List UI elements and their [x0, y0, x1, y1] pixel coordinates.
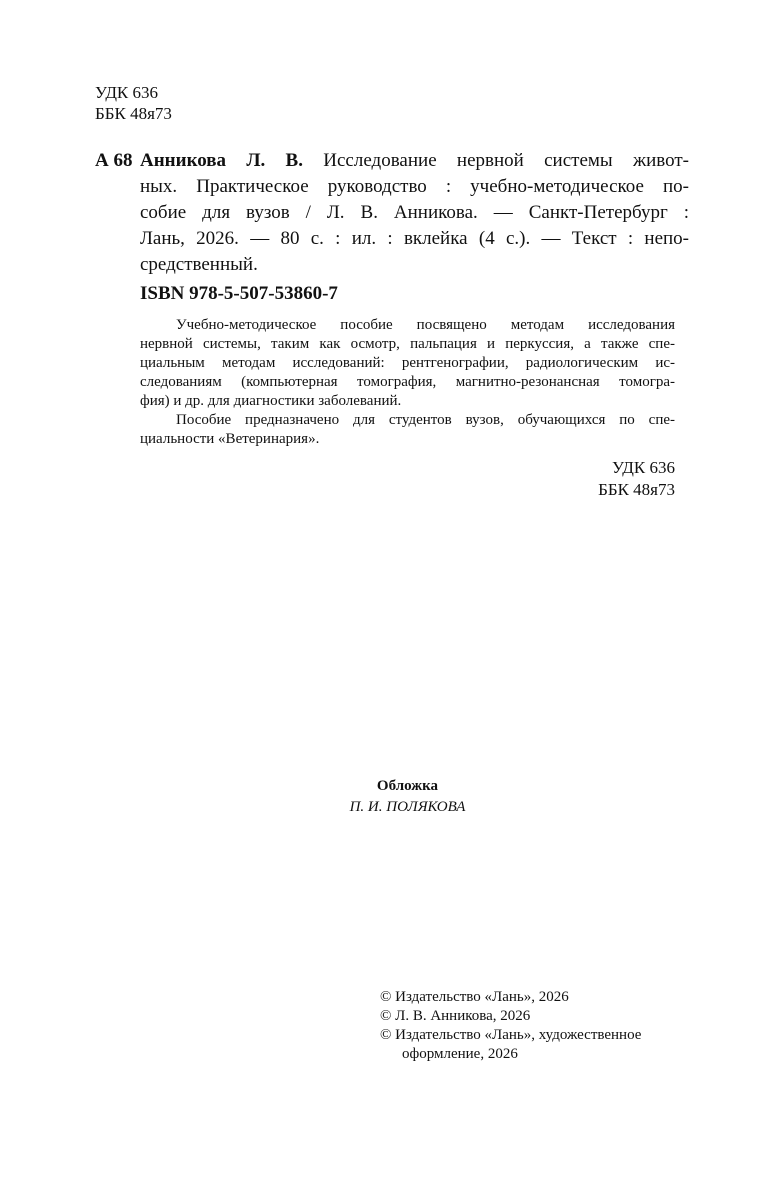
udk-footer [598, 457, 675, 501]
author-name: Анникова Л. В. [140, 150, 303, 171]
udk-code: УДК 636 [95, 83, 159, 102]
copyright-line: © Л. В. Анникова, 2026 [380, 1008, 531, 1024]
abstract [140, 316, 675, 449]
bib-line-1 [140, 148, 689, 174]
bibliographic-record [140, 148, 689, 278]
bib-line-3: собие для вузов / Л. В. Анникова. — Санкт-Петербург : [140, 202, 689, 223]
bbk-code: ББК 48я73 [95, 104, 172, 123]
abstract-line: Пособие предназначено для студентов вузов, обучающихся по спе- [176, 412, 675, 428]
copyright-line: © Издательство «Лань», художественное [380, 1027, 642, 1043]
bib-line-4: Лань, 2026. — 80 с. : ил. : вклейка (4 с.). — Текст : непо- [140, 228, 689, 249]
cover-designer: П. И. ПОЛЯКОВА [349, 799, 466, 815]
bbk-code: ББК 48я73 [598, 480, 675, 499]
udk-header [95, 82, 172, 124]
copyright-block [380, 988, 641, 1064]
copyright-line: оформление, 2026 [402, 1046, 518, 1062]
bib-line-5: средственный. [140, 254, 258, 275]
abstract-line: фия) и др. для диагностики заболеваний. [140, 393, 402, 409]
copyright-line: © Издательство «Лань», 2026 [380, 989, 569, 1005]
udk-code: УДК 636 [611, 458, 675, 477]
title-start: Исследование нервной системы живот- [323, 150, 689, 171]
abstract-line: циальным методам исследований: рентгенографии, радиологическим ис- [140, 355, 675, 371]
abstract-line: нервной системы, таким как осмотр, пальпация и перкуссия, а также спе- [140, 336, 675, 352]
isbn: ISBN 978-5-507-53860-7 [140, 283, 338, 304]
abstract-line: циальности «Ветеринария». [140, 431, 320, 447]
abstract-line: следованиям (компьютерная томография, магнитно-резонансная томогра- [140, 374, 675, 390]
abstract-line: Учебно-методическое пособие посвящено методам исследования [176, 317, 675, 333]
bib-line-2: ных. Практическое руководство : учебно-методическое по- [140, 176, 689, 197]
author-mark: А 68 [95, 150, 133, 171]
cover-label: Обложка [376, 778, 439, 794]
cover-credit [0, 776, 769, 818]
